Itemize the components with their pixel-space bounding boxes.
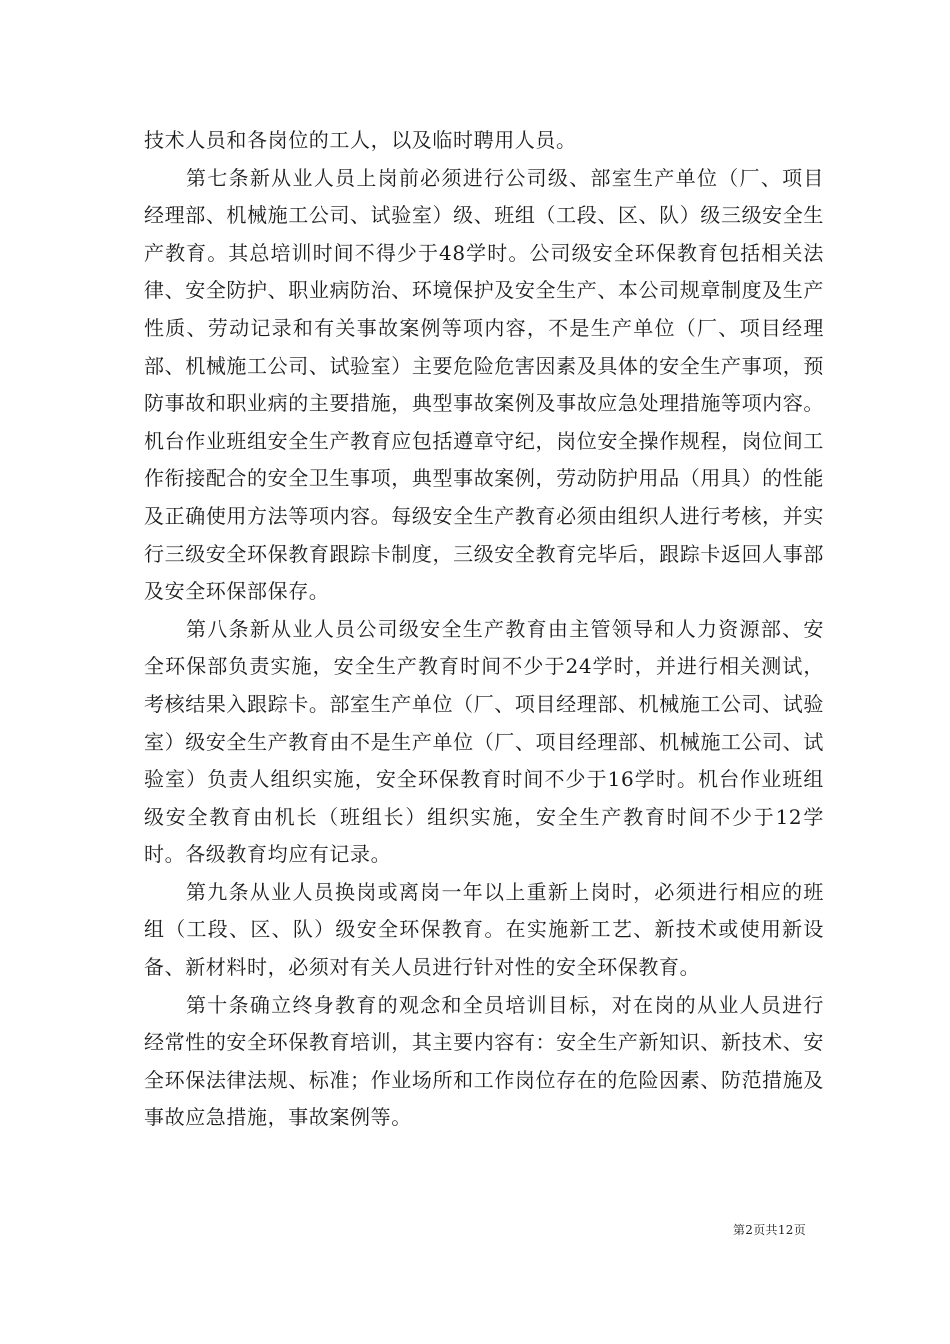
- paragraph-article-8: 第八条新从业人员公司级安全生产教育由主管领导和人力资源部、安全环保部负责实施，安全生产教育时间不少于24学时，并进行相关测试，考核结果入跟踪卡。部室生产单位（厂、项目经理部、机械施工公司、试验室）级安全生产教育由不是生产单位（厂、项目经理部、机械施工公司、试验室）负责人组织实施，安全环保教育时间不少于16学时。机台作业班组级安全教育由机长（班组长）组织实施，安全生产教育时间不少于12学时。各级教育均应有记录。: [144, 616, 824, 867]
- page-number-footer: 第2页共12页: [732, 1223, 806, 1237]
- paragraph-article-7: 第七条新从业人员上岗前必须进行公司级、部室生产单位（厂、项目经理部、机械施工公司、试验室）级、班组（工段、区、队）级三级安全生产教育。其总培训时间不得少于48学时。公司级安全环保教育包括相关法律、安全防护、职业病防治、环境保护及安全生产、本公司规章制度及生产性质、劳动记录和有关事故案例等项内容，不是生产单位（厂、项目经理部、机械施工公司、试验室）主要危险危害因素及具体的安全生产事项，预防事故和职业病的主要措施，典型事故案例及事故应急处理措施等项内容。机台作业班组安全生产教育应包括遵章守纪，岗位安全操作规程，岗位间工作衔接配合的安全卫生事项，典型事故案例，劳动防护用品（用具）的性能及正确使用方法等项内容。每级安全生产教育必须由组织人进行考核，并实行三级安全环保教育跟踪卡制度，三级安全教育完毕后，跟踪卡返回人事部及安全环保部保存。: [144, 165, 824, 604]
- paragraph-article-10: 第十条确立终身教育的观念和全员培训目标，对在岗的从业人员进行经常性的安全环保教育培训，其主要内容有：安全生产新知识、新技术、安全环保法律法规、标准；作业场所和工作岗位存在的危险因素、防范措施及事故应急措施，事故案例等。: [144, 992, 824, 1130]
- paragraph-continuation: 技术人员和各岗位的工人，以及临时聘用人员。: [144, 128, 577, 152]
- document-body: [144, 122, 824, 1137]
- paragraph-article-9: 第九条从业人员换岗或离岗一年以上重新上岗时，必须进行相应的班组（工段、区、队）级安全环保教育。在实施新工艺、新技术或使用新设备、新材料时，必须对有关人员进行针对性的安全环保教育。: [144, 879, 824, 980]
